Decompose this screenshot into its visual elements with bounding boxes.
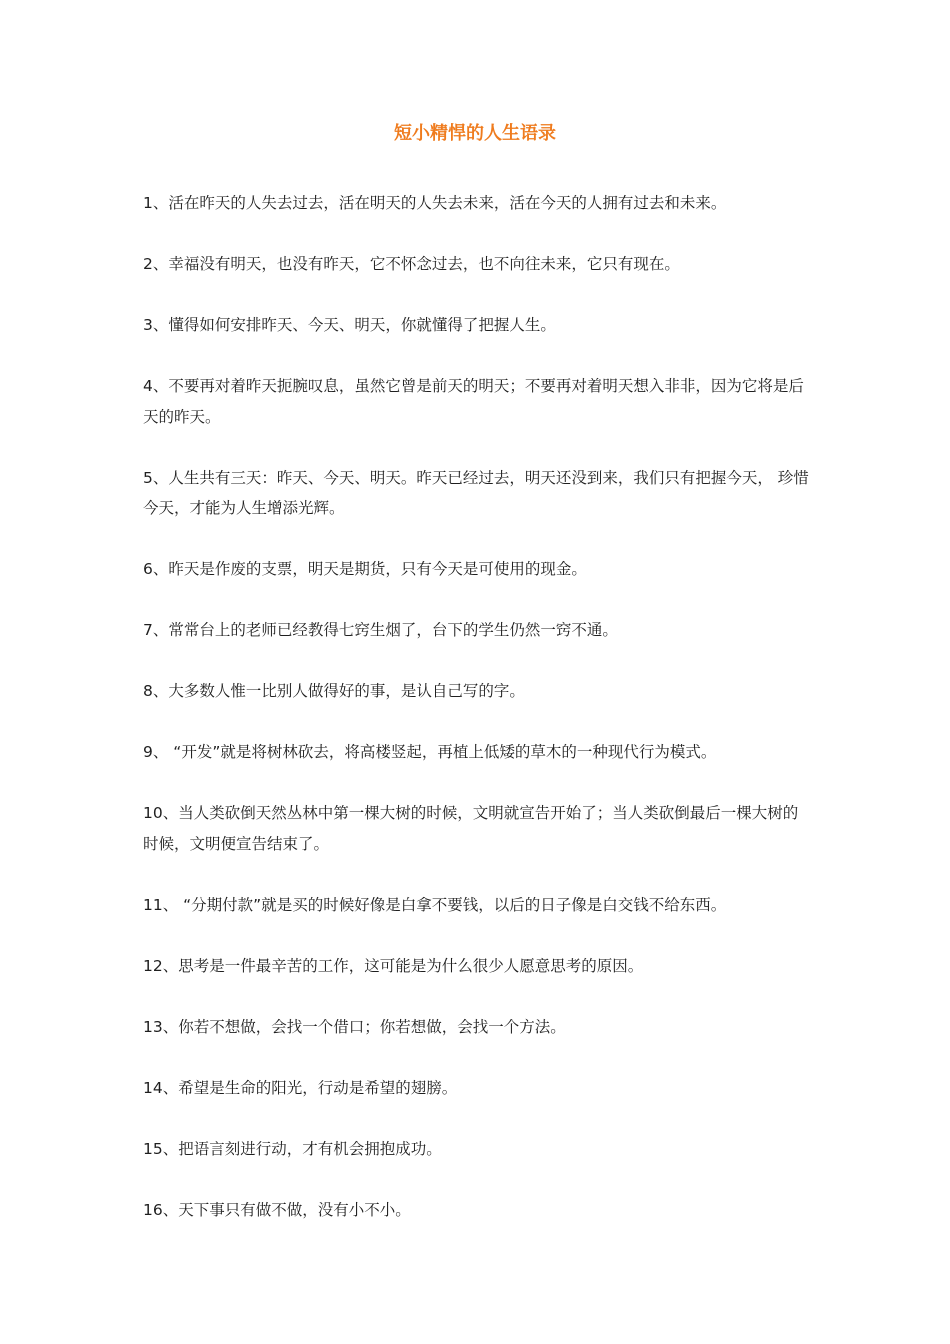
quote-item: 9、 “开发”就是将树林砍去，将高楼竖起，再植上低矮的草木的一种现代行为模式。 — [143, 743, 717, 761]
quote-item: 13、你若不想做，会找一个借口；你若想做，会找一个方法。 — [143, 1017, 566, 1036]
quote-item: 10、当人类砍倒天然丛林中第一棵大树的时候，文明就宣告开始了；当人类砍倒最后一棵大树的时候，文明便宣告结束了。 — [143, 804, 799, 853]
page-title: 短小精悍的人生语录 — [394, 123, 556, 144]
quote-item: 6、昨天是作废的支票，明天是期货，只有今天是可使用的现金。 — [143, 560, 587, 578]
quote-item: 14、希望是生命的阳光，行动是希望的翅膀。 — [143, 1078, 458, 1097]
quote-item: 16、天下事只有做不做，没有小不小。 — [143, 1200, 411, 1219]
quote-item: 5、人生共有三天：昨天、今天、明天。昨天已经过去，明天还没到来，我们只有把握今天， 珍惜今天，才能为人生增添光辉。 — [143, 468, 809, 517]
quote-item: 12、思考是一件最辛苦的工作，这可能是为什么很少人愿意思考的原因。 — [143, 956, 644, 975]
quote-item: 4、不要再对着昨天扼腕叹息，虽然它曾是前天的明天；不要再对着明天想入非非，因为它将是后天的昨天。 — [143, 377, 804, 426]
quote-item: 15、把语言刻进行动，才有机会拥抱成功。 — [143, 1139, 442, 1158]
quote-item: 7、常常台上的老师已经教得七窍生烟了，台下的学生仍然一窍不通。 — [143, 621, 618, 639]
quote-item: 3、懂得如何安排昨天、今天、明天，你就懂得了把握人生。 — [143, 316, 556, 334]
quote-item: 2、幸福没有明天，也没有昨天，它不怀念过去，也不向往未来，它只有现在。 — [143, 255, 680, 273]
quote-item: 8、大多数人惟一比别人做得好的事，是认自己写的字。 — [143, 682, 525, 700]
quote-item: 11、 “分期付款”就是买的时候好像是白拿不要钱，以后的日子像是白交钱不给东西。 — [143, 895, 727, 914]
quote-list — [143, 188, 811, 1256]
quote-item: 1、活在昨天的人失去过去，活在明天的人失去未来，活在今天的人拥有过去和未来。 — [143, 194, 727, 212]
